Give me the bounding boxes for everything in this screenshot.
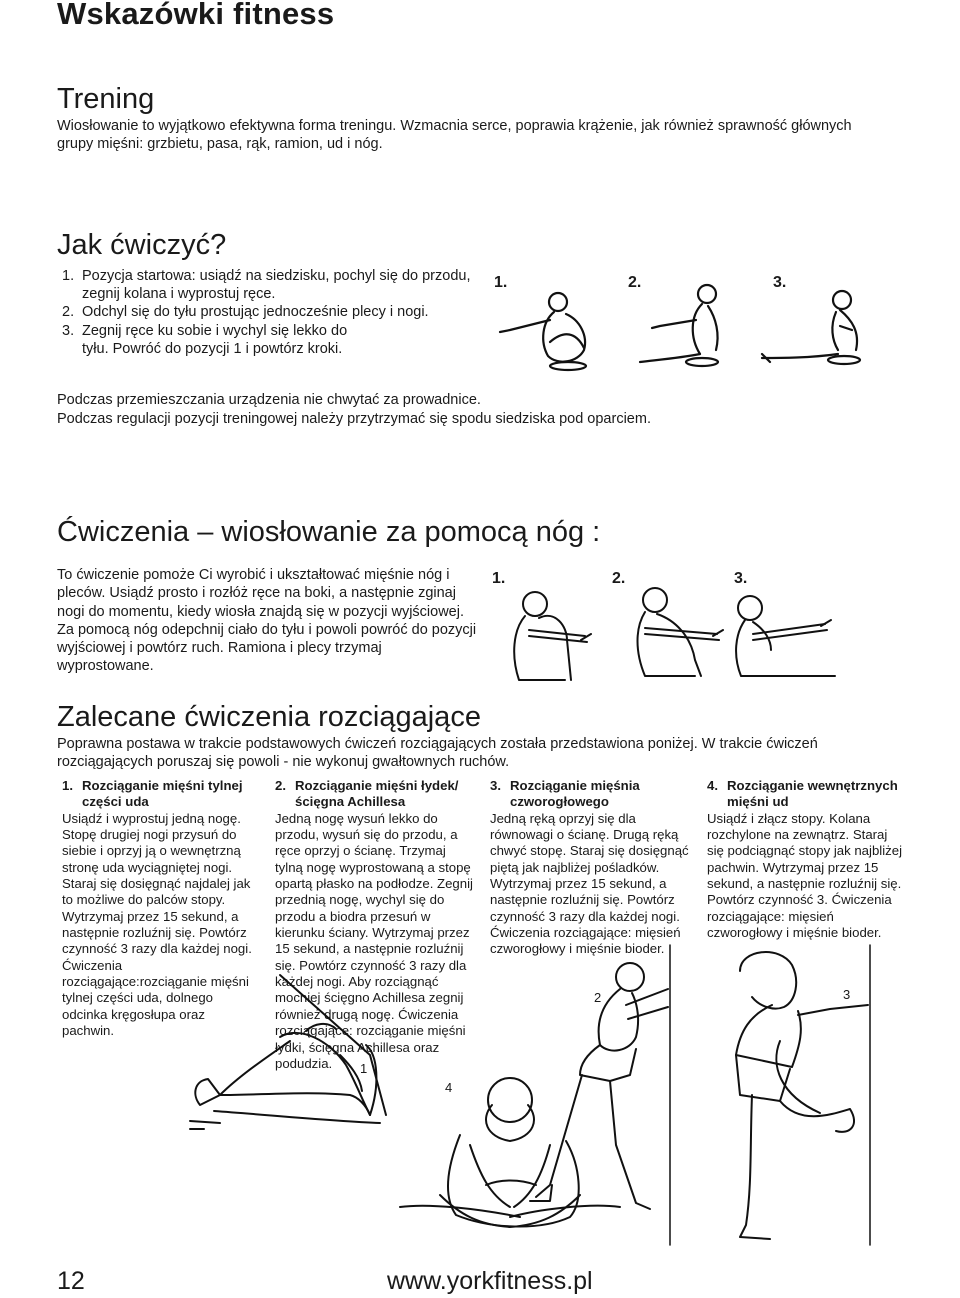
section-title-legs: Ćwiczenia – wiosłowanie za pomocą nóg : bbox=[57, 516, 601, 548]
stretch-heading-2 bbox=[275, 778, 475, 811]
stretch-figure-3 bbox=[736, 945, 870, 1245]
stretch-head-text: Rozciąganie mięśnia czworogłowego bbox=[510, 778, 640, 810]
how-step-num: 3. bbox=[62, 322, 75, 339]
rowing-figure-label-2: 2. bbox=[628, 274, 642, 291]
section-title-training: Trening bbox=[57, 83, 155, 115]
legs-figure-label-2: 2. bbox=[612, 570, 626, 587]
rowing-figure-label-3: 3. bbox=[773, 274, 787, 291]
rower-figure-1 bbox=[500, 293, 586, 370]
legs-figure-label-1: 1. bbox=[492, 570, 506, 587]
rower-figure-3 bbox=[762, 291, 860, 364]
section-title-stretch: Zalecane ćwiczenia rozciągające bbox=[57, 701, 481, 733]
legs-figure-3 bbox=[736, 596, 835, 676]
stretch-figure-4 bbox=[400, 1078, 620, 1227]
page-title: Wskazówki fitness bbox=[57, 0, 335, 31]
how-step bbox=[62, 267, 487, 303]
rowing-figure-label-1: 1. bbox=[494, 274, 508, 291]
stretch-column-4 bbox=[707, 778, 907, 941]
legs-figure-2 bbox=[638, 588, 724, 676]
stretch-heading-3 bbox=[490, 778, 695, 811]
how-steps-list bbox=[62, 267, 487, 358]
footer-url[interactable]: www.yorkfitness.pl bbox=[387, 1267, 593, 1295]
stretch-num: 4. bbox=[707, 778, 718, 793]
how-step bbox=[62, 322, 372, 358]
stretch-figure-2 bbox=[530, 945, 670, 1245]
how-step-num: 2. bbox=[62, 304, 75, 321]
rowing-illustration bbox=[480, 280, 890, 375]
stretching-illustration bbox=[180, 945, 880, 1255]
stretch-figure-label-1: 1 bbox=[360, 1061, 368, 1076]
stretch-column-3 bbox=[490, 778, 695, 958]
stretch-heading-4 bbox=[707, 778, 907, 811]
legs-figure-1 bbox=[514, 592, 591, 680]
stretch-figure-1 bbox=[190, 975, 386, 1129]
stretch-body-4: Usiądź i złącz stopy. Kolana rozchylone na zewnątrz. Staraj się podciągnąć stopy jak najbliżej pachwin. Wytrzymaj przez 15 sekund, a następnie rozluźnij się. Powtórz czynność 3. Ćwiczenia rozciągające: mięsień czworogłowy i mięśnie bioder. bbox=[707, 810, 902, 941]
stretch-head-text: Rozciąganie wewnętrznych mięśni ud bbox=[727, 778, 898, 810]
note-adjustment: Podczas regulacji pozycji treningowej należy przytrzymać się spodu siedziska pod oparciem. bbox=[57, 411, 651, 427]
stretch-heading-1 bbox=[62, 778, 252, 811]
stretch-intro: Poprawna postawa w trakcie podstawowych ćwiczeń rozciągających została przedstawiona poniżej. W trakcie ćwiczeń rozciągających poruszaj się powoli - nie wykonuj gwałtownych ruchów. bbox=[57, 736, 818, 771]
stretch-num: 3. bbox=[490, 778, 501, 793]
stretch-figure-label-2: 2 bbox=[594, 990, 602, 1005]
how-step-num: 1. bbox=[62, 268, 75, 284]
how-step-text: Pozycja startowa: usiądź na siedzisku, pochyl się do przodu, zegnij kolana i wyprostuj ręce. bbox=[82, 268, 471, 303]
rower-figure-2 bbox=[640, 285, 718, 366]
legs-text: To ćwiczenie pomoże Ci wyrobić i ukształtować mięśnie nóg i pleców. Usiądź prosto i rozłóż ręce na boki, a następnie zginaj nogi do momentu, kiedy wiosła znajdą się w pozycji wyjściowej. Za pomocą nóg odepchnij ciało do tyłu i powoli powróć do pozycji wyjściowej i powtórz ruch. Ramiona i plecy trzymaj wyprostowane. bbox=[57, 567, 477, 675]
training-text: Wiosłowanie to wyjątkowo efektywna forma treningu. Wzmacnia serce, poprawia krążenie, jak również sprawność głównych grupy mięśni: grzbietu, pasa, rąk, ramion, ud i nóg. bbox=[57, 118, 852, 153]
how-step-text: Odchyl się do tyłu prostując jednocześnie plecy i nogi. bbox=[82, 304, 429, 321]
stretch-figure-label-3: 3 bbox=[843, 987, 851, 1002]
section-title-how: Jak ćwiczyć? bbox=[57, 229, 227, 261]
stretch-body-3: Jedną ręką oprzyj się dla równowagi o ścianę. Drugą ręką chwyć stopę. Staraj się dosięgnąć piętą jak najbliżej pośladków. Wytrzymaj przez 15 sekund, a następnie rozluźnij się. Powtórz czynność 3 razy dla każdej nogi. Ćwiczenia rozciągające: mięsień czworogłowy i mięśnie bioder. bbox=[490, 810, 689, 957]
how-step bbox=[62, 303, 487, 321]
how-step-text: Zegnij ręce ku sobie i wychyl się lekko do tyłu. Powróć do pozycji 1 i powtórz kroki. bbox=[82, 322, 348, 357]
page-number: 12 bbox=[57, 1267, 85, 1295]
stretch-head-text: Rozciąganie mięśni tylnej części uda bbox=[82, 778, 243, 810]
stretch-num: 2. bbox=[275, 778, 286, 793]
note-handles: Podczas przemieszczania urządzenia nie chwytać za prowadnice. bbox=[57, 392, 481, 408]
stretch-figure-label-4: 4 bbox=[445, 1080, 453, 1095]
stretch-head-text: Rozciąganie mięśni łydek/ ścięgna Achillesa bbox=[295, 778, 459, 810]
legs-figure-label-3: 3. bbox=[734, 570, 748, 587]
stretch-body-1: Usiądź i wyprostuj jedną nogę. Stopę drugiej nogi przysuń do siebie i oprzyj ją o wewnętrzną stronę uda wyciągniętej nogi. Staraj się dosięgnąć najdalej jak to możliwe do palców stopy. Wytrzymaj przez 15 sekund, a następnie rozluźnij się. Powtórz czynność 3 razy dla każdej nogi. Ćwiczenia rozciągające:rozciąganie mięśni tylnej części uda, dolnego odcinka kręgosłupa oraz pachwin. bbox=[62, 810, 252, 1039]
stretch-body-2: Jedną nogę wysuń lekko do przodu, wysuń się do przodu, a ręce oprzyj o ścianę. Trzymaj tylną nogę wyprostowaną a stopę opartą płasko na podłodze. Zegnij przednią nogę, wychyl się do przodu a biodra przesuń w kierunku ściany. Wytrzymaj przez 15 sekund, a następnie rozluźnij się. Powtórz czynność 3 razy dla każdej nogi. Aby rozciągnąć mocniej ścięgno Achillesa zegnij również drugą nogę. Ćwiczenia rozciągające: rozciąganie mięśni łydki, ścięgna Achillesa oraz podudzia. bbox=[275, 810, 473, 1071]
legs-rowing-illustration bbox=[495, 580, 885, 690]
stretch-num: 1. bbox=[62, 778, 73, 793]
